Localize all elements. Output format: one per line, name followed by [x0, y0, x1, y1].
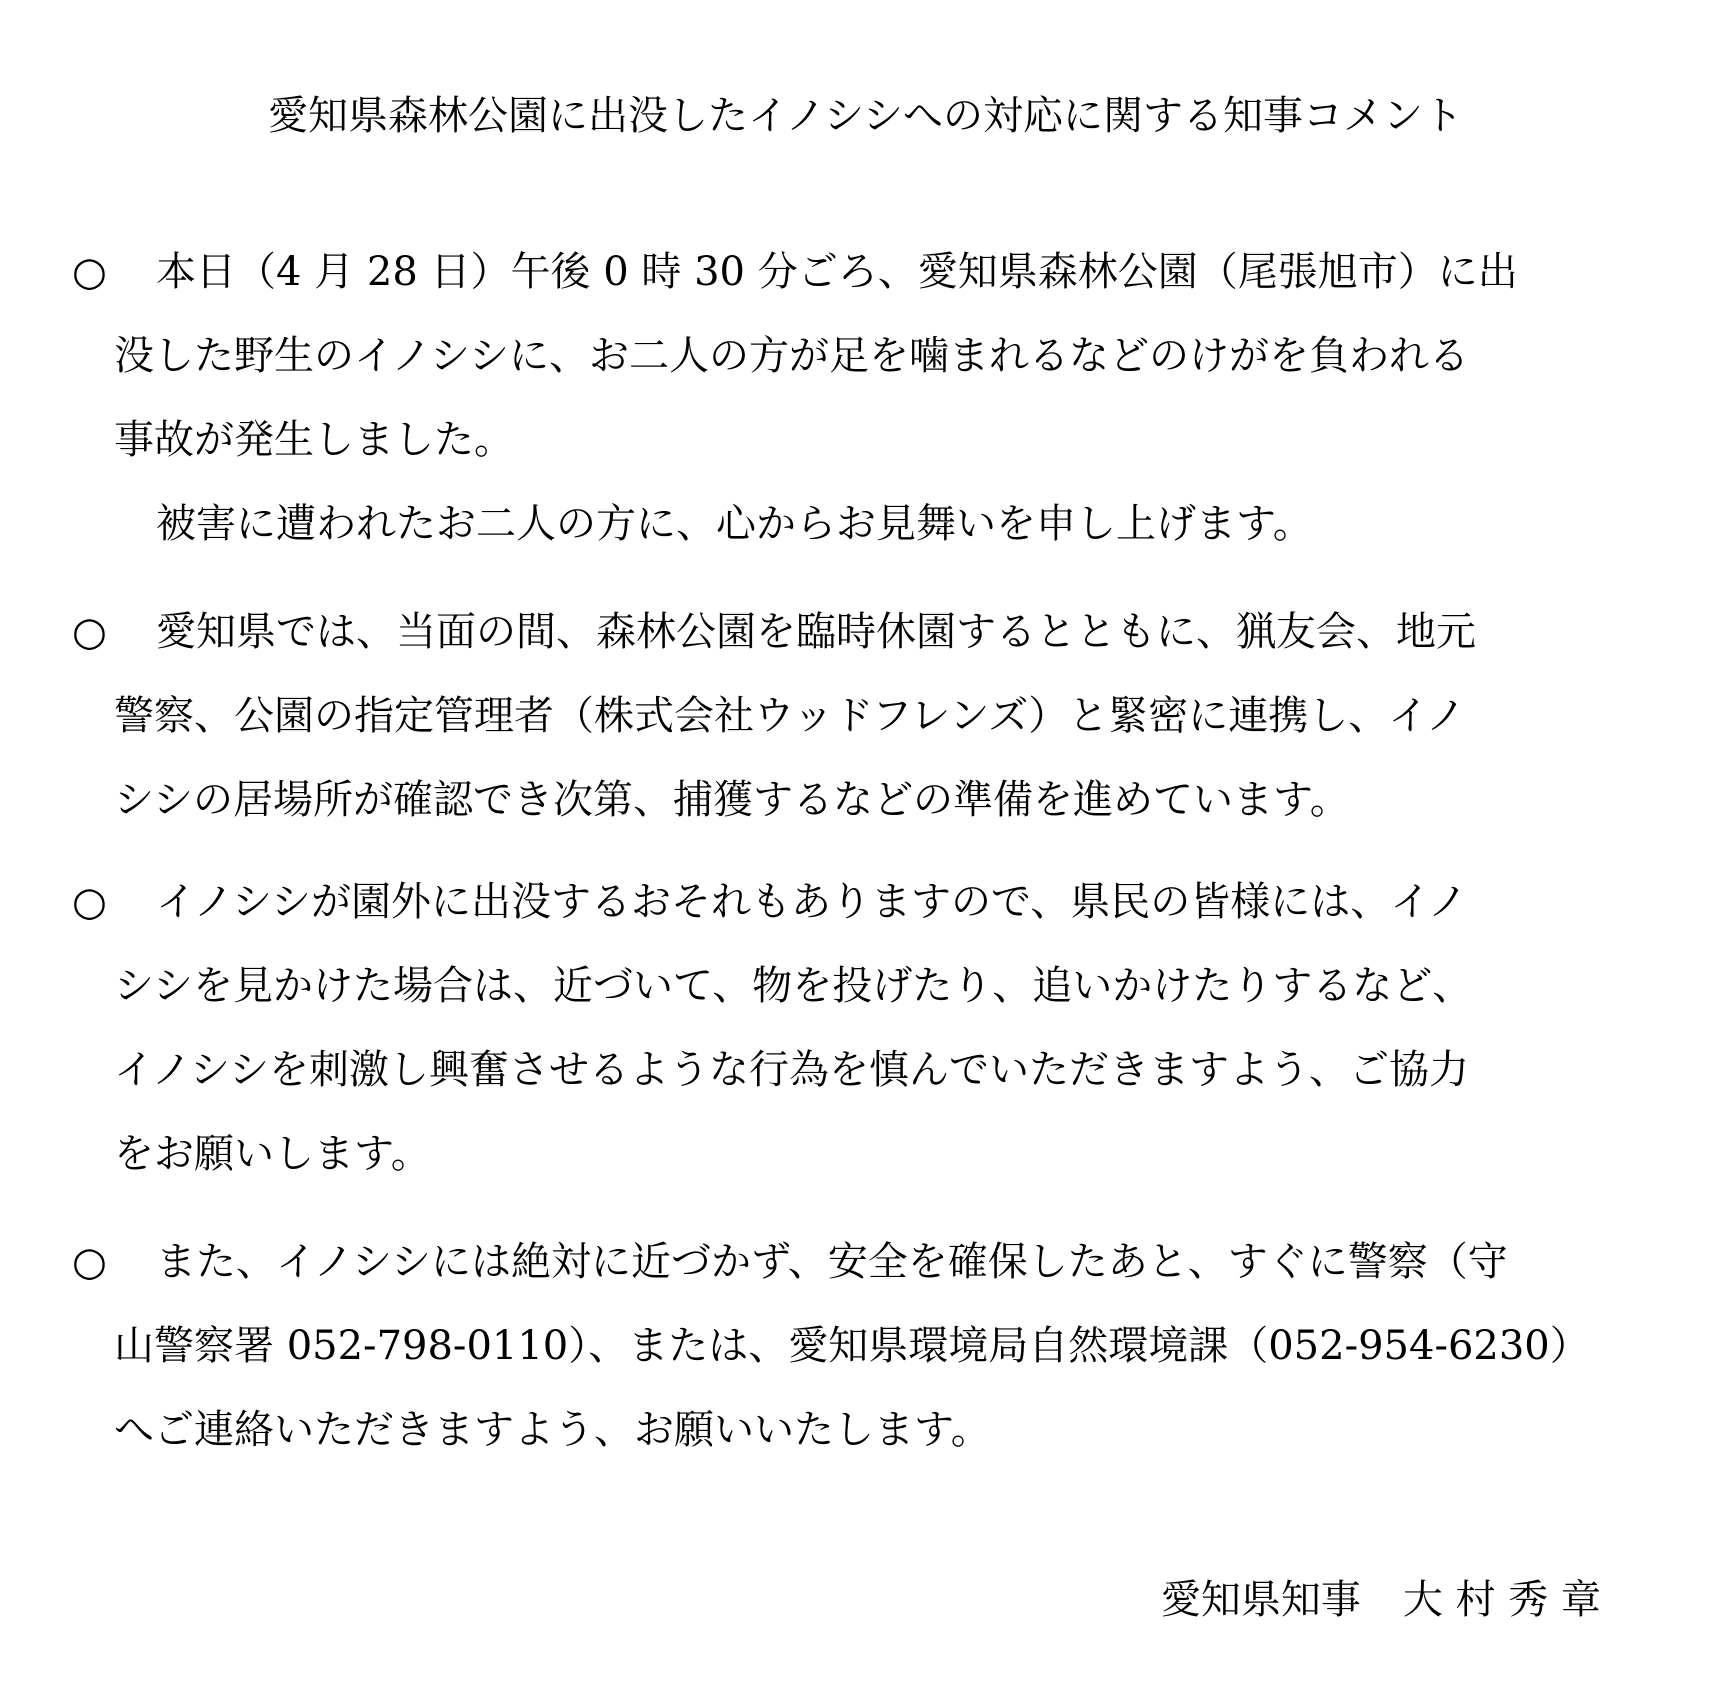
- text-line: をお願いします。: [114, 1131, 431, 1177]
- bullet-circle: ○: [72, 879, 107, 925]
- text-line: 警察、公園の指定管理者（株式会社ウッドフレンズ）と緊密に連携し、イノ: [114, 693, 1466, 739]
- comment-paragraph: [72, 1220, 1632, 1472]
- comment-paragraph: [72, 860, 1632, 1196]
- comment-paragraph: [72, 230, 1632, 566]
- comment-item-2: [72, 590, 1632, 842]
- signature-position: 愛知県知事: [1160, 1577, 1361, 1623]
- text-line: へご連絡いただきますよう、お願いいたします。: [114, 1407, 991, 1453]
- text-line: 本日（4 月 28 日）午後 0 時 30 分ごろ、愛知県森林公園（尾張旭市）に出: [156, 249, 1518, 295]
- text-line: イノシシが園外に出没するおそれもありますので、県民の皆様には、イノ: [156, 879, 1468, 925]
- bullet-circle: ○: [72, 249, 107, 295]
- text-line: 被害に遭われたお二人の方に、心からお見舞いを申し上げます。: [156, 501, 1313, 547]
- comment-paragraph: [72, 590, 1632, 842]
- text-line: 事故が発生しました。: [114, 417, 514, 463]
- signature: [1161, 1570, 1601, 1630]
- signature-name: 大 村 秀 章: [1402, 1577, 1601, 1623]
- comment-item-1: [72, 230, 1632, 566]
- text-line: また、イノシシには絶対に近づかず、安全を確保したあと、すぐに警察（守: [156, 1239, 1508, 1285]
- text-line: 没した野生のイノシシに、お二人の方が足を噛まれるなどのけがを負われる: [114, 333, 1469, 379]
- comment-item-3: [72, 860, 1632, 1196]
- text-line: 愛知県では、当面の間、森林公園を臨時休園するとともに、猟友会、地元: [156, 609, 1476, 655]
- text-line: イノシシを刺激し興奮させるような行為を慎んでいただきますよう、ご協力: [114, 1047, 1469, 1093]
- text-line: シシを見かけた場合は、近づいて、物を投げたり、追いかけたりするなど、: [114, 963, 1473, 1009]
- document-title: 愛知県森林公園に出没したイノシシへの対応に関する知事コメント: [268, 93, 1463, 139]
- text-line: シシの居場所が確認でき次第、捕獲するなどの準備を進めています。: [114, 777, 1350, 823]
- comment-item-4: [72, 1220, 1632, 1472]
- bullet-circle: ○: [72, 1239, 107, 1285]
- text-line: 山警察署 052-798-0110）、または、愛知県環境局自然環境課（052-954-6230）: [114, 1323, 1590, 1369]
- bullet-circle: ○: [72, 609, 107, 655]
